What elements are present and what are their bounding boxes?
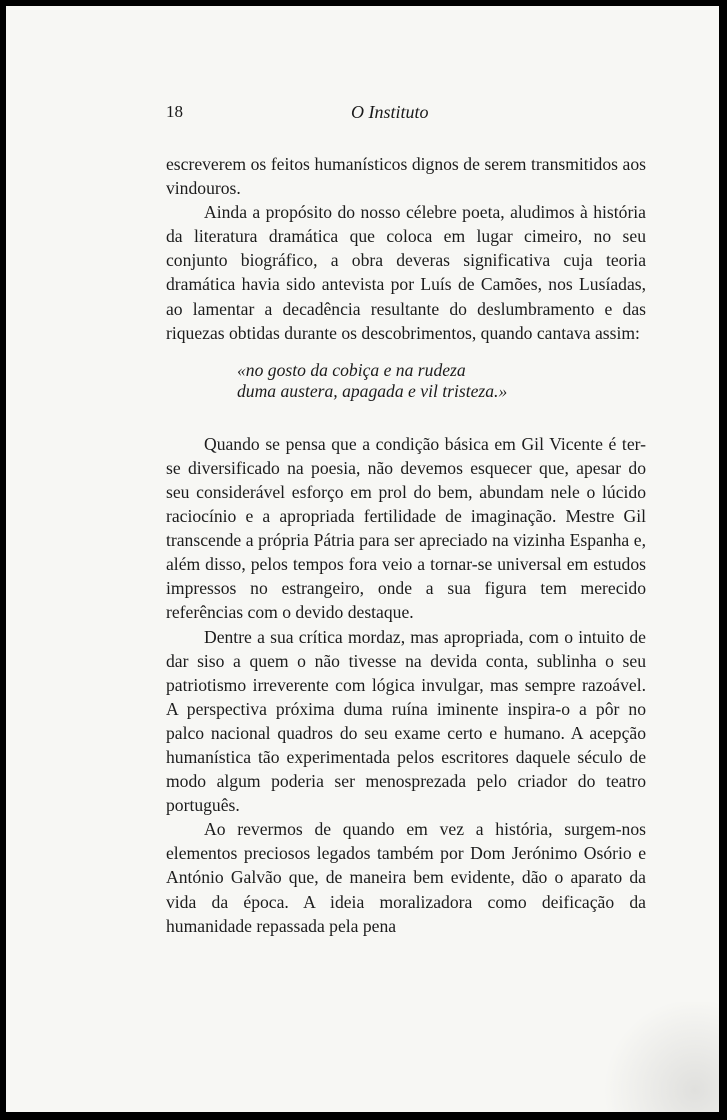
paragraph: Ainda a propósito do nosso célebre poeta, aludimos à história da literatura dramática que coloca em lugar cimeiro, no seu conjunto biográfico, a obra deveras significativa cuja teoria dramática havia sido antevista por Luís de Camões, nos Lusíadas, ao lamentar a decadência resultante do deslumbramento e das riquezas obtidas durante os descobrimentos, quando cantava assim: bbox=[166, 202, 646, 343]
book-page bbox=[6, 6, 719, 1112]
paragraph: Ao revermos de quando em vez a história, surgem-nos elementos preciosos legados também por Dom Jerónimo Osório e António Galvão que, de maneira bem evidente, dão o aparato da vida da época. A ideia moralizadora como deificação da humanidade repassada pela pena bbox=[166, 819, 646, 936]
verse-line: duma austera, apagada e vil tristeza.» bbox=[237, 380, 508, 401]
paragraph: Dentre a sua crítica mordaz, mas apropriada, com o intuito de dar siso a quem o não tivesse na devida conta, sublinha o seu patriotismo irreverente com lógica invulgar, mas sempre razoável. A perspectiva próxima duma ruína iminente inspira-o a pôr no palco nacional quadros do seu exame certo e humano. A acepção humanística tão experimentada pelos escritores daquele século de modo algum poderia ser menosprezada pelo criador do teatro português. bbox=[166, 626, 646, 816]
page-header bbox=[166, 102, 646, 132]
verse-quote bbox=[237, 360, 646, 402]
running-title: O Instituto bbox=[351, 102, 429, 122]
scan-artifact bbox=[599, 1002, 719, 1112]
verse-line: «no gosto da cobiça e na rudeza bbox=[237, 359, 466, 380]
body-text bbox=[166, 152, 646, 938]
paragraph: Quando se pensa que a condição básica em Gil Vicente é ter-se diversificado na poesia, não devemos esquecer que, apesar do seu considerável esforço em prol do bem, abundam nele o lúcido raciocínio e a apropriada fertilidade de imaginação. Mestre Gil transcende a própria Pátria para ser apreciado na vizinha Espanha e, além disso, pelos tempos fora veio a tornar-se universal em estudos impressos no estrangeiro, onde a sua figura tem merecido referências com o devido destaque. bbox=[166, 433, 646, 623]
page-number: 18 bbox=[166, 102, 183, 121]
paragraph: escreverem os feitos humanísticos dignos de serem transmitidos aos vindouros. bbox=[166, 154, 646, 199]
